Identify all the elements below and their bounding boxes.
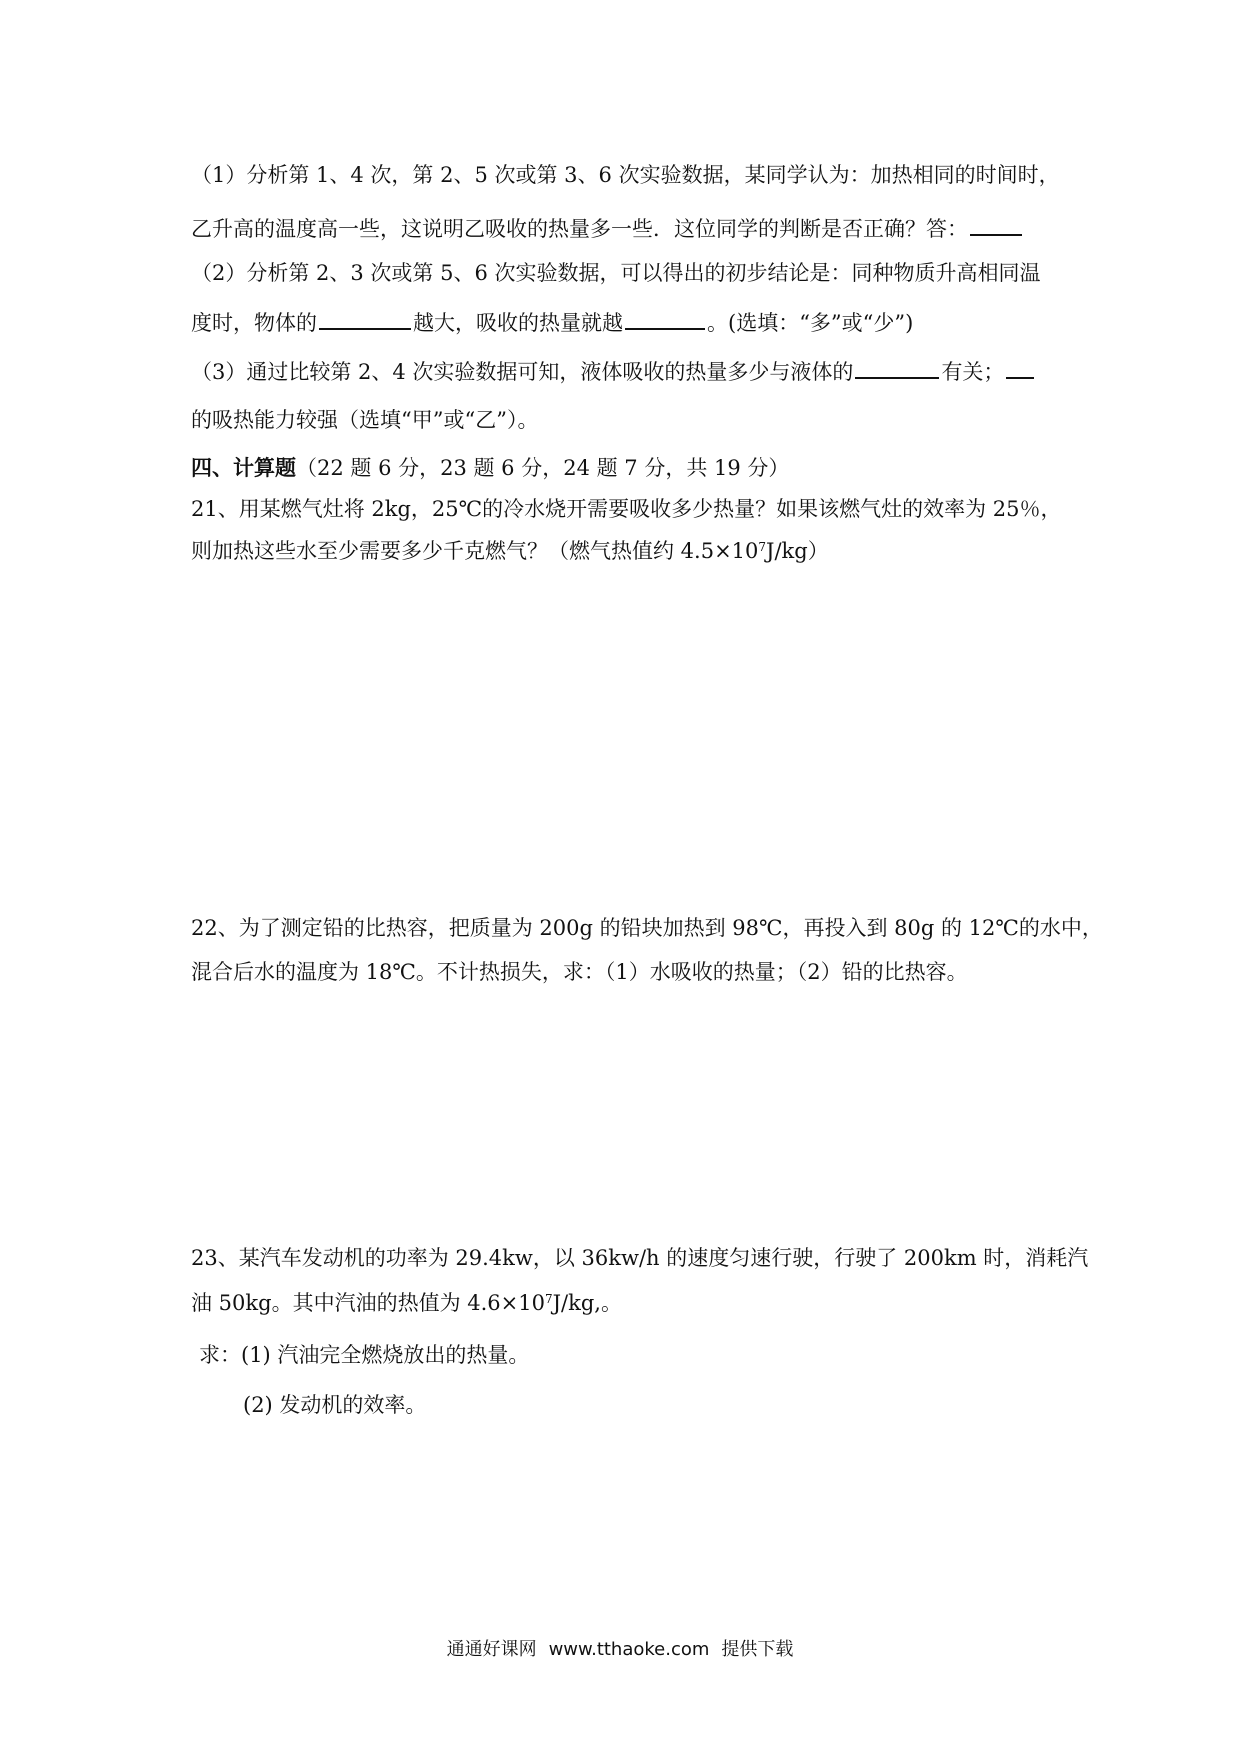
- q20-part1-text: 乙升高的温度高一些，这说明乙吸收的热量多一些．这位同学的判断是否正确？答：: [191, 217, 968, 241]
- q23-text-a: 油 50kg。其中汽油的热值为 4.6×10: [191, 1291, 545, 1315]
- q23-sub1: 求：(1) 汽油完全燃烧放出的热量。: [199, 1343, 530, 1367]
- q23-exponent: 7: [544, 1292, 553, 1306]
- q20-part3-text-b: 有关；: [941, 360, 1005, 384]
- section-4-header: [191, 453, 789, 483]
- q21-line1: 21、用某燃气灶将 2kg，25℃的冷水烧开需要吸收多少热量？如果该燃气灶的效率为 25％，: [191, 497, 1062, 521]
- answer-blank-2[interactable]: [319, 306, 411, 330]
- q23-line2: [191, 1288, 622, 1318]
- answer-blank-5[interactable]: [1006, 355, 1034, 379]
- footer-site-name: 通通好课网: [446, 1639, 537, 1660]
- section-4-points: （22 题 6 分，23 题 6 分，24 题 7 分，共 19 分）: [296, 456, 790, 480]
- q23-text-b: J/kg,。: [552, 1291, 622, 1315]
- q21-text-b: J/kg）: [766, 539, 829, 563]
- footer-suffix: 提供下载: [721, 1639, 794, 1660]
- footer-url[interactable]: www.tthaoke.com: [548, 1639, 710, 1660]
- section-4-title: 四、计算题: [191, 455, 296, 480]
- q20-part2-line2: [191, 306, 913, 338]
- q20-part3-line2: 的吸热能力较强（选填“甲”或“乙”）。: [191, 408, 539, 432]
- q22-line2: 混合后水的温度为 18℃。不计热损失，求：（1）水吸收的热量；（2）铅的比热容。: [191, 960, 968, 984]
- q20-part2-text-c: 。(选填：“多”或“少”): [707, 311, 914, 335]
- q20-part2-text-b: 越大，吸收的热量就越: [413, 311, 623, 335]
- page-footer: [0, 1638, 1240, 1662]
- q20-part3-text-a: （3）通过比较第 2、4 次实验数据可知，液体吸收的热量多少与液体的: [191, 360, 854, 384]
- q23-line1: 23、某汽车发动机的功率为 29.4kw，以 36kw/h 的速度匀速行驶，行驶了 200km 时，消耗汽: [191, 1246, 1089, 1270]
- q23-sub2: (2) 发动机的效率。: [243, 1393, 427, 1417]
- q20-part1-line2: [191, 212, 1024, 244]
- q20-part3-line1: [191, 355, 1036, 387]
- q20-part2-line1: （2）分析第 2、3 次或第 5、6 次实验数据，可以得出的初步结论是：同种物质升高相同温: [191, 261, 1041, 285]
- answer-blank-4[interactable]: [855, 355, 939, 379]
- q21-line2: [191, 536, 829, 566]
- q22-line1: 22、为了测定铅的比热容，把质量为 200g 的铅块加热到 98℃，再投入到 80g 的 12℃的水中，: [191, 916, 1103, 940]
- q20-part1-line1: （1）分析第 1、4 次，第 2、5 次或第 3、6 次实验数据，某同学认为：加热相同的时间时，: [191, 163, 1060, 187]
- answer-blank-3[interactable]: [625, 306, 705, 330]
- answer-blank-1[interactable]: [970, 212, 1022, 236]
- q20-part2-text-a: 度时，物体的: [191, 311, 317, 335]
- q21-text-a: 则加热这些水至少需要多少千克燃气？（燃气热值约 4.5×10: [191, 539, 759, 563]
- q21-exponent: 7: [758, 540, 767, 554]
